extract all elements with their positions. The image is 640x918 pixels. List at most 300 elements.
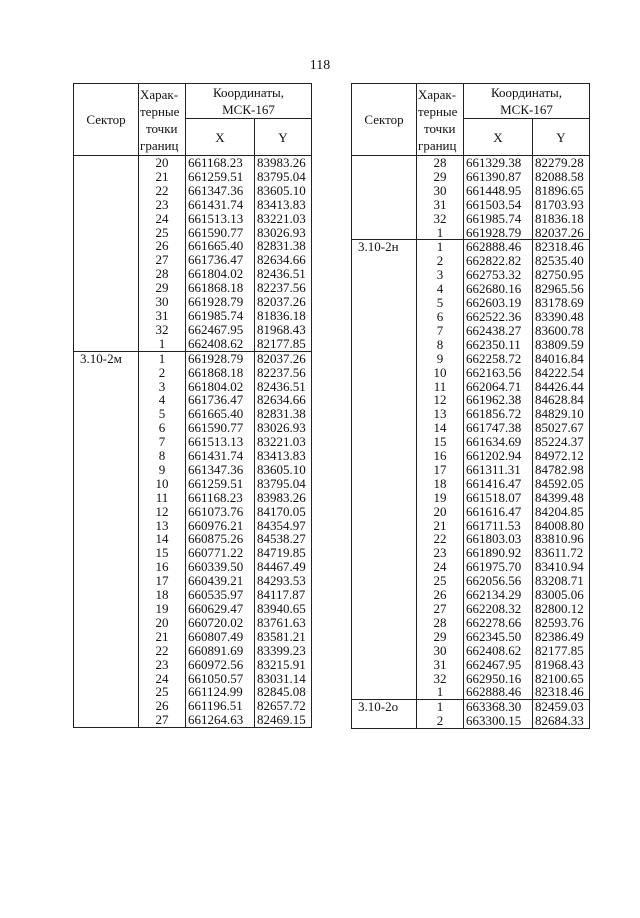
x-coordinate-cell: 661803.03 (464, 532, 533, 546)
sector-cell (74, 393, 139, 407)
table-row (74, 644, 312, 658)
x-coordinate-cell: 662408.62 (464, 644, 533, 658)
x-coordinate-cell: 662467.95 (186, 323, 255, 337)
y-coordinate-cell: 83178.69 (533, 296, 590, 310)
point-number-cell: 1 (139, 351, 186, 365)
x-coordinate-cell: 660972.56 (186, 658, 255, 672)
sector-cell (74, 170, 139, 184)
x-coordinate-cell: 661390.87 (464, 170, 533, 184)
x-coordinate-cell: 662258.72 (464, 352, 533, 366)
point-number-cell: 1 (417, 700, 464, 714)
table-row (352, 644, 590, 658)
sector-cell (74, 380, 139, 394)
table-row (74, 602, 312, 616)
point-number-cell: 7 (417, 324, 464, 338)
x-coordinate-cell: 660807.49 (186, 630, 255, 644)
table-row (352, 268, 590, 282)
table-row (352, 658, 590, 672)
x-coordinate-cell: 662163.56 (464, 366, 533, 380)
y-coordinate-cell: 83605.10 (255, 184, 312, 198)
table-row (74, 672, 312, 686)
table-row (352, 366, 590, 380)
y-coordinate-cell: 82657.72 (255, 699, 312, 713)
table-row (74, 713, 312, 727)
x-coordinate-cell: 661868.18 (186, 281, 255, 295)
sector-cell (352, 714, 417, 728)
sector-cell (74, 630, 139, 644)
y-coordinate-cell: 83221.03 (255, 212, 312, 226)
x-coordinate-cell: 661329.38 (464, 156, 533, 170)
x-coordinate-cell: 662278.66 (464, 616, 533, 630)
sector-cell (74, 295, 139, 309)
x-coordinate-cell: 662408.62 (186, 337, 255, 351)
table-row (352, 296, 590, 310)
x-coordinate-cell: 662350.11 (464, 338, 533, 352)
sector-cell (352, 644, 417, 658)
sector-cell (352, 519, 417, 533)
table-row (352, 198, 590, 212)
table-row (352, 449, 590, 463)
x-coordinate-cell: 660875.26 (186, 532, 255, 546)
y-coordinate-cell: 84426.44 (533, 380, 590, 394)
sector-cell (74, 449, 139, 463)
table-row (74, 156, 312, 170)
point-number-cell: 16 (139, 560, 186, 574)
x-coordinate-cell: 661736.47 (186, 253, 255, 267)
x-coordinate-cell: 661928.79 (186, 351, 255, 365)
y-coordinate-cell: 84592.05 (533, 477, 590, 491)
y-coordinate-cell: 83410.94 (533, 560, 590, 574)
point-number-cell: 3 (417, 268, 464, 282)
point-number-cell: 13 (139, 519, 186, 533)
y-coordinate-cell: 82037.26 (255, 351, 312, 365)
sector-cell: 3.10-2о (352, 700, 417, 714)
coordinates-table-right (351, 83, 590, 729)
y-coordinate-cell: 82831.38 (255, 407, 312, 421)
x-coordinate-cell: 661518.07 (464, 491, 533, 505)
sector-cell (74, 477, 139, 491)
y-coordinate-cell: 81896.65 (533, 184, 590, 198)
table-row (352, 240, 590, 254)
x-coordinate-cell: 662753.32 (464, 268, 533, 282)
x-coordinate-cell: 662467.95 (464, 658, 533, 672)
point-number-cell: 22 (139, 644, 186, 658)
x-coordinate-cell: 661928.79 (186, 295, 255, 309)
y-coordinate-cell: 82845.08 (255, 685, 312, 699)
header-sector: Сектор (352, 84, 417, 156)
x-coordinate-cell: 661590.77 (186, 226, 255, 240)
table-row (352, 519, 590, 533)
table-row (74, 519, 312, 533)
x-coordinate-cell: 661804.02 (186, 267, 255, 281)
y-coordinate-cell: 82088.58 (533, 170, 590, 184)
sector-cell (352, 254, 417, 268)
table-row (352, 685, 590, 699)
table-row (74, 393, 312, 407)
point-number-cell: 28 (139, 267, 186, 281)
point-number-cell: 27 (417, 602, 464, 616)
sector-cell (352, 546, 417, 560)
x-coordinate-cell: 660771.22 (186, 546, 255, 560)
x-coordinate-cell: 662056.56 (464, 574, 533, 588)
header-characteristic-points: Харак- терные точки границ (417, 84, 464, 156)
x-coordinate-cell: 661856.72 (464, 407, 533, 421)
point-number-cell: 27 (139, 713, 186, 727)
y-coordinate-cell: 82436.51 (255, 267, 312, 281)
table-row (74, 295, 312, 309)
sector-cell (74, 699, 139, 713)
y-coordinate-cell: 82237.56 (255, 281, 312, 295)
y-coordinate-cell: 81836.18 (533, 212, 590, 226)
x-coordinate-cell: 661347.36 (186, 184, 255, 198)
y-coordinate-cell: 84222.54 (533, 366, 590, 380)
table-row (352, 532, 590, 546)
table-row (352, 310, 590, 324)
x-coordinate-cell: 662888.46 (464, 240, 533, 254)
point-number-cell: 23 (139, 198, 186, 212)
sector-cell (352, 268, 417, 282)
point-number-cell: 6 (139, 421, 186, 435)
x-coordinate-cell: 660439.21 (186, 574, 255, 588)
point-number-cell: 19 (139, 602, 186, 616)
x-coordinate-cell: 661804.02 (186, 380, 255, 394)
point-number-cell: 29 (417, 170, 464, 184)
point-number-cell: 26 (139, 239, 186, 253)
point-number-cell: 28 (417, 616, 464, 630)
sector-cell (74, 366, 139, 380)
point-number-cell: 18 (139, 588, 186, 602)
table-row (74, 421, 312, 435)
table-row (74, 588, 312, 602)
y-coordinate-cell: 84829.10 (533, 407, 590, 421)
y-coordinate-cell: 84399.48 (533, 491, 590, 505)
point-number-cell: 23 (139, 658, 186, 672)
sector-cell (74, 505, 139, 519)
y-coordinate-cell: 82037.26 (255, 295, 312, 309)
x-coordinate-cell: 661736.47 (186, 393, 255, 407)
x-coordinate-cell: 662522.36 (464, 310, 533, 324)
y-coordinate-cell: 84293.53 (255, 574, 312, 588)
point-number-cell: 16 (417, 449, 464, 463)
y-coordinate-cell: 82436.51 (255, 380, 312, 394)
sector-cell (74, 184, 139, 198)
table-row (352, 588, 590, 602)
point-number-cell: 20 (417, 505, 464, 519)
point-number-cell: 14 (139, 532, 186, 546)
point-number-cell: 7 (139, 435, 186, 449)
sector-cell (74, 672, 139, 686)
point-number-cell: 22 (417, 532, 464, 546)
point-number-cell: 9 (417, 352, 464, 366)
point-number-cell: 29 (417, 630, 464, 644)
table-body-left (74, 156, 312, 728)
header-coordinates: Координаты, МСК-167 (464, 84, 590, 119)
y-coordinate-cell: 85224.37 (533, 435, 590, 449)
sector-cell (352, 574, 417, 588)
sector-cell (352, 421, 417, 435)
table-row (352, 714, 590, 728)
y-coordinate-cell: 83809.59 (533, 338, 590, 352)
table-row (352, 616, 590, 630)
y-coordinate-cell: 84204.85 (533, 505, 590, 519)
table-row (352, 491, 590, 505)
point-number-cell: 12 (139, 505, 186, 519)
y-coordinate-cell: 84117.87 (255, 588, 312, 602)
table-row (74, 366, 312, 380)
y-coordinate-cell: 82279.28 (533, 156, 590, 170)
sector-cell (352, 685, 417, 699)
point-number-cell: 26 (417, 588, 464, 602)
point-number-cell: 5 (139, 407, 186, 421)
sector-cell (352, 184, 417, 198)
x-coordinate-cell: 661448.95 (464, 184, 533, 198)
header-x: X (186, 119, 255, 156)
point-number-cell: 18 (417, 477, 464, 491)
table-row (352, 602, 590, 616)
point-number-cell: 21 (139, 170, 186, 184)
y-coordinate-cell: 83221.03 (255, 435, 312, 449)
sector-cell (74, 602, 139, 616)
table-row (74, 658, 312, 672)
y-coordinate-cell: 81703.93 (533, 198, 590, 212)
y-coordinate-cell: 81968.43 (533, 658, 590, 672)
point-number-cell: 11 (139, 491, 186, 505)
x-coordinate-cell: 660535.97 (186, 588, 255, 602)
x-coordinate-cell: 661634.69 (464, 435, 533, 449)
point-number-cell: 20 (139, 616, 186, 630)
y-coordinate-cell: 84538.27 (255, 532, 312, 546)
header-x: X (464, 119, 533, 156)
table-row (352, 435, 590, 449)
point-number-cell: 23 (417, 546, 464, 560)
point-number-cell: 25 (139, 685, 186, 699)
table-row (352, 630, 590, 644)
table-row (74, 253, 312, 267)
x-coordinate-cell: 661985.74 (186, 309, 255, 323)
point-number-cell: 1 (417, 240, 464, 254)
sector-cell (352, 630, 417, 644)
table-row (74, 407, 312, 421)
sector-cell (352, 324, 417, 338)
table-row (352, 254, 590, 268)
sector-cell (352, 366, 417, 380)
sector-cell (74, 588, 139, 602)
point-number-cell: 11 (417, 380, 464, 394)
table-row (74, 491, 312, 505)
y-coordinate-cell: 83795.04 (255, 477, 312, 491)
point-number-cell: 25 (417, 574, 464, 588)
sector-cell (352, 296, 417, 310)
x-coordinate-cell: 661665.40 (186, 239, 255, 253)
table-row (74, 281, 312, 295)
point-number-cell: 32 (417, 212, 464, 226)
y-coordinate-cell: 83208.71 (533, 574, 590, 588)
table-row (352, 380, 590, 394)
y-coordinate-cell: 83215.91 (255, 658, 312, 672)
sector-cell: 3.10-2н (352, 240, 417, 254)
sector-cell (352, 491, 417, 505)
x-coordinate-cell: 660629.47 (186, 602, 255, 616)
sector-cell (74, 267, 139, 281)
sector-cell (352, 380, 417, 394)
point-number-cell: 10 (417, 366, 464, 380)
header-sector: Сектор (74, 84, 139, 156)
point-number-cell: 1 (139, 337, 186, 351)
sector-cell (74, 644, 139, 658)
y-coordinate-cell: 83983.26 (255, 156, 312, 170)
x-coordinate-cell: 662345.50 (464, 630, 533, 644)
table-row (352, 421, 590, 435)
y-coordinate-cell: 81836.18 (255, 309, 312, 323)
sector-cell (352, 226, 417, 240)
point-number-cell: 2 (417, 254, 464, 268)
table-row (352, 324, 590, 338)
sector-cell (74, 421, 139, 435)
point-number-cell: 3 (139, 380, 186, 394)
y-coordinate-cell: 84170.05 (255, 505, 312, 519)
point-number-cell: 8 (139, 449, 186, 463)
x-coordinate-cell: 661985.74 (464, 212, 533, 226)
sector-cell (352, 532, 417, 546)
sector-cell (74, 407, 139, 421)
x-coordinate-cell: 662822.82 (464, 254, 533, 268)
point-number-cell: 6 (417, 310, 464, 324)
table-row (352, 393, 590, 407)
y-coordinate-cell: 82318.46 (533, 240, 590, 254)
point-number-cell: 12 (417, 393, 464, 407)
point-number-cell: 21 (139, 630, 186, 644)
point-number-cell: 32 (417, 672, 464, 686)
sector-cell (74, 198, 139, 212)
x-coordinate-cell: 661431.74 (186, 198, 255, 212)
sector-cell (74, 532, 139, 546)
sector-cell (352, 560, 417, 574)
table-row (74, 198, 312, 212)
y-coordinate-cell: 83605.10 (255, 463, 312, 477)
table-row (74, 226, 312, 240)
sector-cell (352, 352, 417, 366)
table-row (74, 532, 312, 546)
x-coordinate-cell: 661747.38 (464, 421, 533, 435)
y-coordinate-cell: 82634.66 (255, 393, 312, 407)
table-row (74, 435, 312, 449)
y-coordinate-cell: 82831.38 (255, 239, 312, 253)
x-coordinate-cell: 662950.16 (464, 672, 533, 686)
sector-cell (74, 323, 139, 337)
point-number-cell: 21 (417, 519, 464, 533)
point-number-cell: 2 (417, 714, 464, 728)
point-number-cell: 8 (417, 338, 464, 352)
sector-cell (74, 156, 139, 170)
x-coordinate-cell: 661431.74 (186, 449, 255, 463)
point-number-cell: 4 (417, 282, 464, 296)
point-number-cell: 15 (417, 435, 464, 449)
point-number-cell: 24 (417, 560, 464, 574)
table-row (74, 546, 312, 560)
sector-cell (352, 449, 417, 463)
y-coordinate-cell: 82459.03 (533, 700, 590, 714)
y-coordinate-cell: 82177.85 (533, 644, 590, 658)
sector-cell (74, 239, 139, 253)
y-coordinate-cell: 84719.85 (255, 546, 312, 560)
x-coordinate-cell: 661264.63 (186, 713, 255, 727)
sector-cell (352, 588, 417, 602)
point-number-cell: 31 (417, 658, 464, 672)
x-coordinate-cell: 662064.71 (464, 380, 533, 394)
page-number: 118 (309, 58, 331, 73)
sector-cell: 3.10-2м (74, 351, 139, 365)
point-number-cell: 9 (139, 463, 186, 477)
table-row (74, 170, 312, 184)
header-y: Y (533, 119, 590, 156)
x-coordinate-cell: 662603.19 (464, 296, 533, 310)
y-coordinate-cell: 83611.72 (533, 546, 590, 560)
y-coordinate-cell: 82593.76 (533, 616, 590, 630)
table-row (74, 574, 312, 588)
y-coordinate-cell: 82237.56 (255, 366, 312, 380)
sector-cell (352, 463, 417, 477)
point-number-cell: 25 (139, 226, 186, 240)
sector-cell (352, 435, 417, 449)
point-number-cell: 14 (417, 421, 464, 435)
table-row (352, 574, 590, 588)
x-coordinate-cell: 661196.51 (186, 699, 255, 713)
y-coordinate-cell: 82177.85 (255, 337, 312, 351)
y-coordinate-cell: 82800.12 (533, 602, 590, 616)
table-row (352, 170, 590, 184)
x-coordinate-cell: 661513.13 (186, 212, 255, 226)
point-number-cell: 30 (417, 644, 464, 658)
table-row (74, 267, 312, 281)
table-row (74, 337, 312, 351)
sector-cell (352, 477, 417, 491)
y-coordinate-cell: 84016.84 (533, 352, 590, 366)
y-coordinate-cell: 84972.12 (533, 449, 590, 463)
point-number-cell: 17 (417, 463, 464, 477)
point-number-cell: 1 (417, 226, 464, 240)
sector-cell (352, 505, 417, 519)
sector-cell (74, 212, 139, 226)
y-coordinate-cell: 84467.49 (255, 560, 312, 574)
sector-cell (352, 602, 417, 616)
sector-cell (74, 658, 139, 672)
point-number-cell: 19 (417, 491, 464, 505)
sector-cell (352, 282, 417, 296)
sector-cell (74, 463, 139, 477)
table-row (352, 505, 590, 519)
point-number-cell: 32 (139, 323, 186, 337)
table-row (352, 226, 590, 240)
x-coordinate-cell: 661928.79 (464, 226, 533, 240)
y-coordinate-cell: 83031.14 (255, 672, 312, 686)
x-coordinate-cell: 661590.77 (186, 421, 255, 435)
x-coordinate-cell: 663300.15 (464, 714, 533, 728)
point-number-cell: 4 (139, 393, 186, 407)
point-number-cell: 22 (139, 184, 186, 198)
sector-cell (352, 156, 417, 170)
y-coordinate-cell: 83983.26 (255, 491, 312, 505)
table-row (352, 338, 590, 352)
y-coordinate-cell: 82100.65 (533, 672, 590, 686)
point-number-cell: 28 (417, 156, 464, 170)
y-coordinate-cell: 84628.84 (533, 393, 590, 407)
y-coordinate-cell: 83600.78 (533, 324, 590, 338)
table-row (74, 505, 312, 519)
table-row (74, 560, 312, 574)
table-row (352, 546, 590, 560)
x-coordinate-cell: 661503.54 (464, 198, 533, 212)
sector-cell (74, 226, 139, 240)
